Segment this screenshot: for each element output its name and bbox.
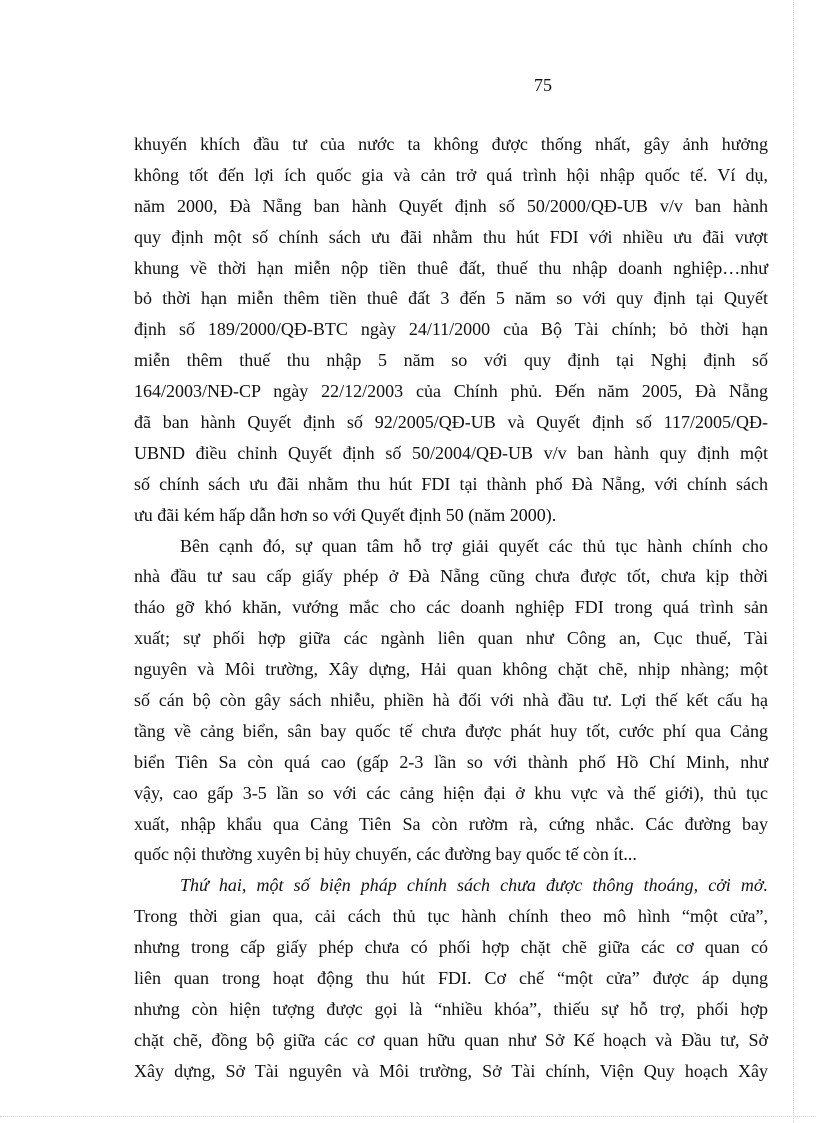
text-line: không tốt đến lợi ích quốc gia và cản trở quá trình hội nhập quốc tế. Ví dụ,	[134, 164, 768, 185]
text-line: quy định một số chính sách ưu đãi nhằm thu hút FDI với nhiều ưu đãi vượt	[134, 226, 768, 247]
text-line: biển Tiên Sa còn quá cao (gấp 2-3 lần so với thành phố Hồ Chí Minh, như	[134, 751, 768, 772]
text-line: ưu đãi kém hấp dẫn hơn so với Quyết định 50 (năm 2000).	[134, 504, 557, 525]
text-line: xuất; sự phối hợp giữa các ngành liên quan như Công an, Cục thuế, Tài	[134, 628, 768, 649]
text-line: nhưng trong cấp giấy phép chưa có phối hợp chặt chẽ giữa các cơ quan có	[134, 937, 768, 958]
body-text	[134, 129, 768, 1087]
text-line: tháo gỡ khó khăn, vướng mắc cho các doanh nghiệp FDI trong quá trình sản	[134, 597, 768, 618]
text-line: khung về thời hạn miễn nộp tiền thuê đất, thuế thu nhập doanh nghiệp…như	[134, 257, 768, 278]
page-number: 75	[534, 75, 552, 95]
text-line: 164/2003/NĐ-CP ngày 22/12/2003 của Chính phủ. Đến năm 2005, Đà Nẵng	[134, 381, 768, 402]
page-border-bottom	[0, 1116, 816, 1117]
text-line: nhưng còn hiện tượng được gọi là “nhiều khóa”, thiếu sự hỗ trợ, phối hợp	[134, 998, 768, 1019]
text-line: xuất, nhập khẩu qua Cảng Tiên Sa còn rườm rà, cứng nhắc. Các đường bay	[134, 813, 768, 834]
text-line: miễn thêm thuế thu nhập 5 năm so với quy định tại Nghị định số	[134, 350, 768, 371]
paragraph-first-line: Bên cạnh đó, sự quan tâm hỗ trợ giải quyết các thủ tục hành chính cho	[180, 535, 768, 556]
text-line: nguyên và Môi trường, Xây dựng, Hải quan không chặt chẽ, nhịp nhàng; một	[134, 659, 768, 680]
text-line: vậy, cao gấp 3-5 lần so với các cảng hiện đại ở khu vực và thế giới), thủ tục	[134, 782, 768, 803]
italic-heading-line: Thứ hai, một số biện pháp chính sách chưa được thông thoáng, cởi mở.	[180, 875, 768, 896]
text-line: số cán bộ còn gây sách nhiễu, phiền hà đối với nhà đầu tư. Lợi thế kết cấu hạ	[134, 690, 768, 711]
text-line: năm 2000, Đà Nẵng ban hành Quyết định số 50/2000/QĐ-UB v/v ban hành	[134, 195, 768, 216]
text-line: Trong thời gian qua, cải cách thủ tục hành chính theo mô hình “một cửa”,	[134, 906, 768, 927]
text-line: nhà đầu tư sau cấp giấy phép ở Đà Nẵng cũng chưa được tốt, chưa kịp thời	[134, 566, 768, 587]
text-line: tầng về cảng biển, sân bay quốc tế chưa được phát huy tốt, cước phí qua Cảng	[134, 720, 768, 741]
text-line: bỏ thời hạn miễn thêm tiền thuê đất 3 đến 5 năm so với quy định tại Quyết	[134, 288, 768, 309]
text-line: định số 189/2000/QĐ-BTC ngày 24/11/2000 của Bộ Tài chính; bỏ thời hạn	[134, 319, 768, 340]
text-line: Xây dựng, Sở Tài nguyên và Môi trường, Sở Tài chính, Viện Quy hoạch Xây	[134, 1060, 768, 1081]
text-line: quốc nội thường xuyên bị hủy chuyến, các đường bay quốc tế còn ít...	[134, 844, 637, 865]
text-line: liên quan trong hoạt động thu hút FDI. Cơ chế “một cửa” được áp dụng	[134, 968, 768, 989]
text-line: chặt chẽ, đồng bộ giữa các cơ quan hữu quan như Sở Kế hoạch và Đầu tư, Sở	[134, 1029, 768, 1050]
text-line: đã ban hành Quyết định số 92/2005/QĐ-UB và Quyết định số 117/2005/QĐ-	[134, 412, 768, 433]
text-line: số chính sách ưu đãi nhằm thu hút FDI tại thành phố Đà Nẵng, với chính sách	[134, 473, 768, 494]
page-border-right	[793, 0, 794, 1123]
text-line: UBND điều chỉnh Quyết định số 50/2004/QĐ-UB v/v ban hành quy định một	[134, 442, 768, 463]
text-line: khuyến khích đầu tư của nước ta không được thống nhất, gây ảnh hưởng	[134, 134, 768, 154]
